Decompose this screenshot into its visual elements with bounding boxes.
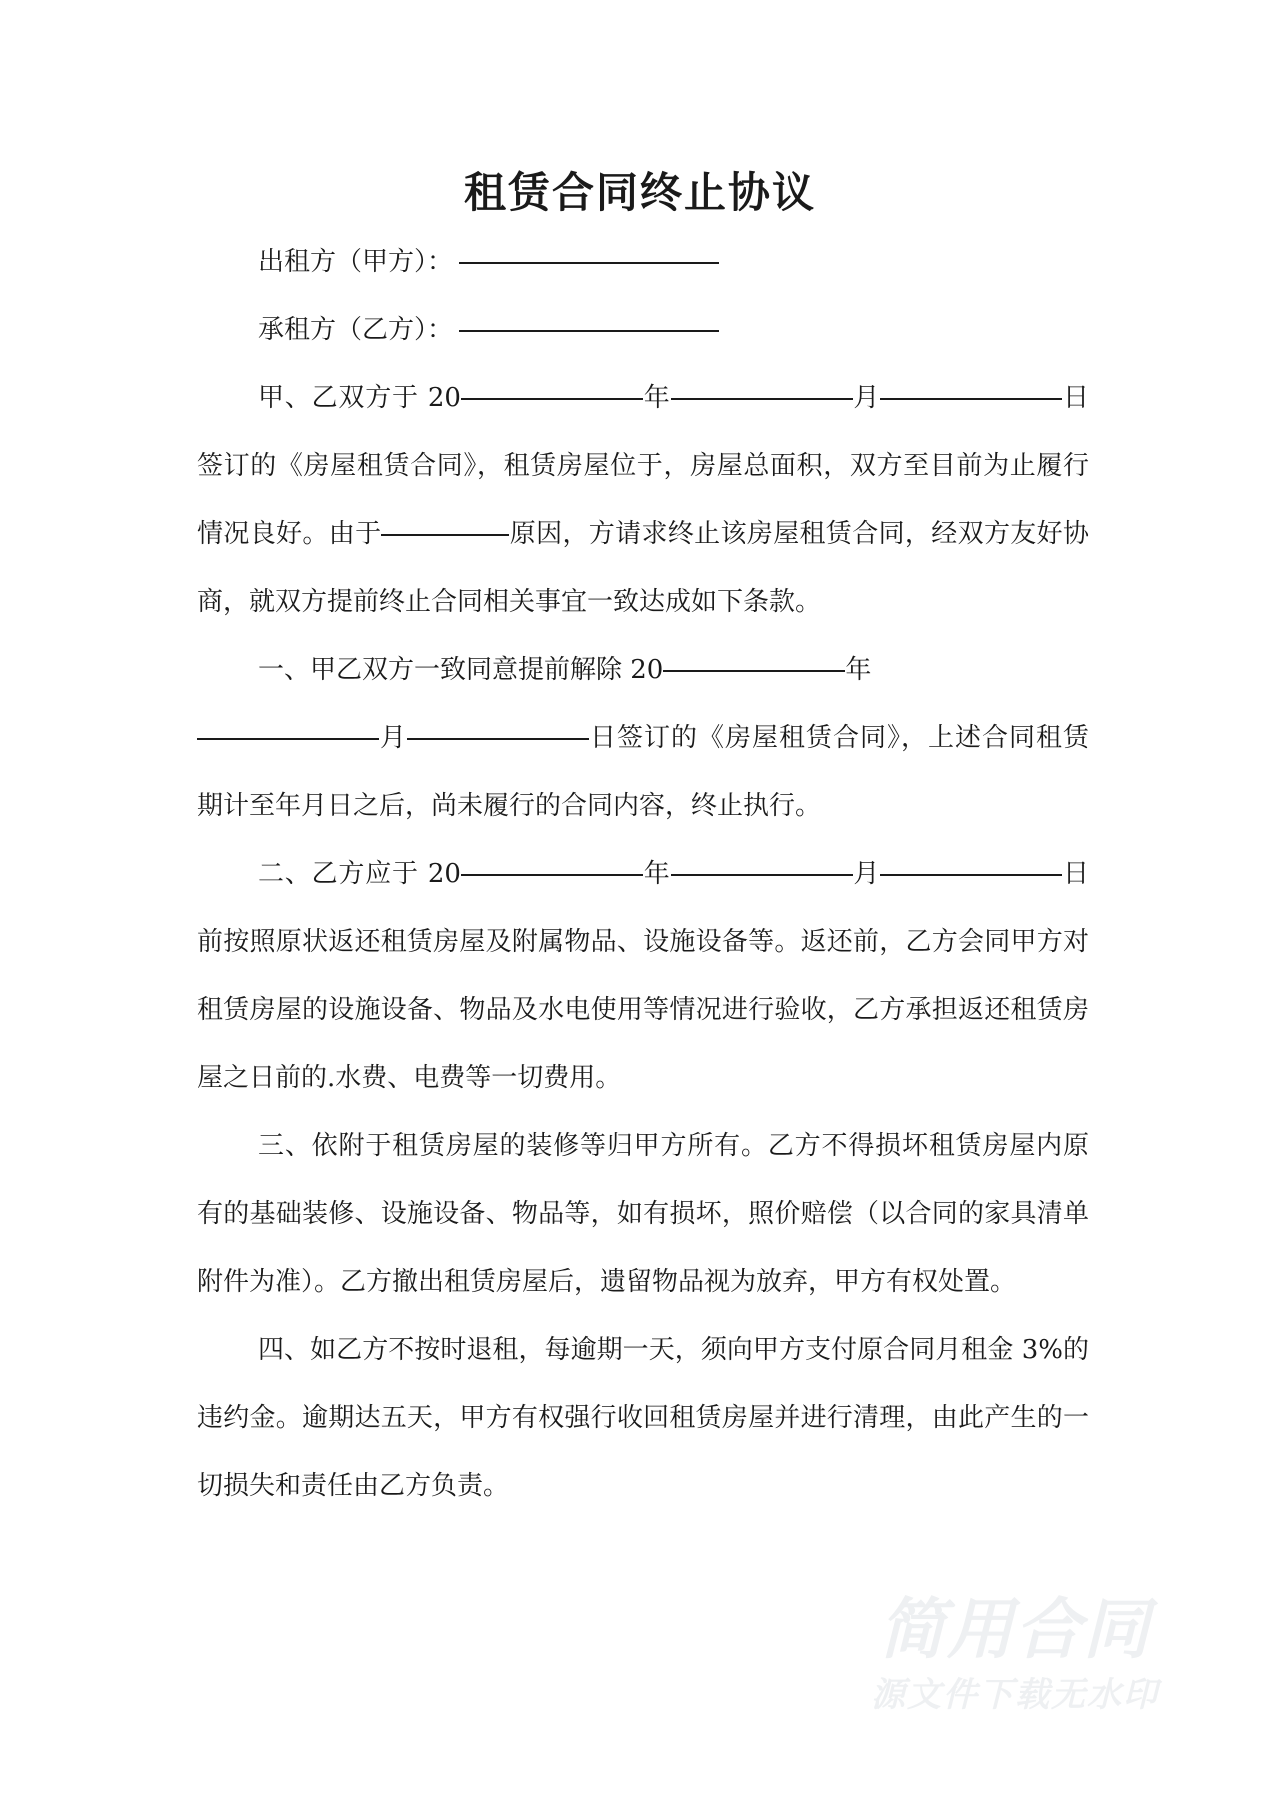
intro-day-blank[interactable]	[880, 398, 1062, 400]
watermark-brand: 简用合同	[879, 1591, 1151, 1668]
clause1-day-blank[interactable]	[407, 738, 589, 740]
clause2-text-2: 日前按照原状返还租赁房屋及附属物品、设施设备等。返还前，乙方会同甲方对租赁房屋的设施设备、物品及水电使用等情况进行验收，乙方承担返还租赁房屋之日前的.水费、电费等一切费用。	[197, 859, 1089, 1093]
clause-2	[197, 840, 1089, 1112]
intro-paragraph	[197, 364, 1089, 636]
clause1-month-blank[interactable]	[197, 738, 379, 740]
clause1-text-2: 日签订的《房屋租赁合同》，上述合同租赁期计至年月日之后，尚未履行的合同内容，终止执行。	[197, 723, 1089, 821]
intro-text-1: 甲、乙双方于 20	[258, 383, 461, 413]
watermark-slogan: 源文件下载无水印	[871, 1675, 1159, 1715]
clause1-year-blank[interactable]	[663, 670, 845, 672]
lessor-blank[interactable]	[459, 262, 719, 264]
lessor-label: 出租方（甲方）：	[258, 247, 454, 277]
lessee-blank[interactable]	[459, 330, 719, 332]
clause2-year-blank[interactable]	[461, 874, 643, 876]
watermark-logo	[850, 1590, 1180, 1720]
clause-3: 三、依附于租赁房屋的装修等归甲方所有。乙方不得损坏租赁房屋内原有的基础装修、设施设备、物品等，如有损坏，照价赔偿（以合同的家具清单附件为准）。乙方撤出租赁房屋后，遗留物品视为放弃，甲方有权处置。	[197, 1131, 1089, 1297]
clause-4: 四、如乙方不按时退租，每逾期一天，须向甲方支付原合同月租金 3%的违约金。逾期达五天，甲方有权强行收回租赁房屋并进行清理，由此产生的一切损失和责任由乙方负责。	[197, 1335, 1089, 1501]
intro-month-blank[interactable]	[671, 398, 853, 400]
lessee-line	[197, 296, 1089, 364]
document-title: 租赁合同终止协议	[463, 168, 816, 217]
intro-text-3: 原因，方请求终止该房屋租赁合同，经双方友好协商，就双方提前终止合同相关事宜一致达成如下条款。	[197, 519, 1089, 617]
clause1-text-1: 一、甲乙双方一致同意提前解除 20	[258, 655, 664, 685]
intro-year-blank[interactable]	[461, 398, 643, 400]
document-body	[197, 228, 1089, 1520]
clause2-month-label: 月	[852, 859, 881, 889]
clause2-day-blank[interactable]	[880, 874, 1062, 876]
intro-year-label: 年	[642, 383, 671, 413]
clause1-month-label: 月	[379, 723, 407, 753]
intro-month-label: 月	[852, 383, 881, 413]
reason-blank[interactable]	[381, 534, 509, 536]
clause2-month-blank[interactable]	[671, 874, 853, 876]
clause-1	[197, 636, 1089, 840]
clause2-text-1: 二、乙方应于 20	[258, 859, 461, 889]
intro-text-2: 日签订的《房屋租赁合同》，租赁房屋位于，房屋总面积，双方至目前为止履行情况良好。由于	[197, 383, 1089, 549]
clause2-year-label: 年	[642, 859, 671, 889]
lessor-line	[197, 228, 1089, 296]
clause1-year-label: 年	[845, 655, 872, 685]
lessee-label: 承租方（乙方）：	[258, 315, 454, 345]
